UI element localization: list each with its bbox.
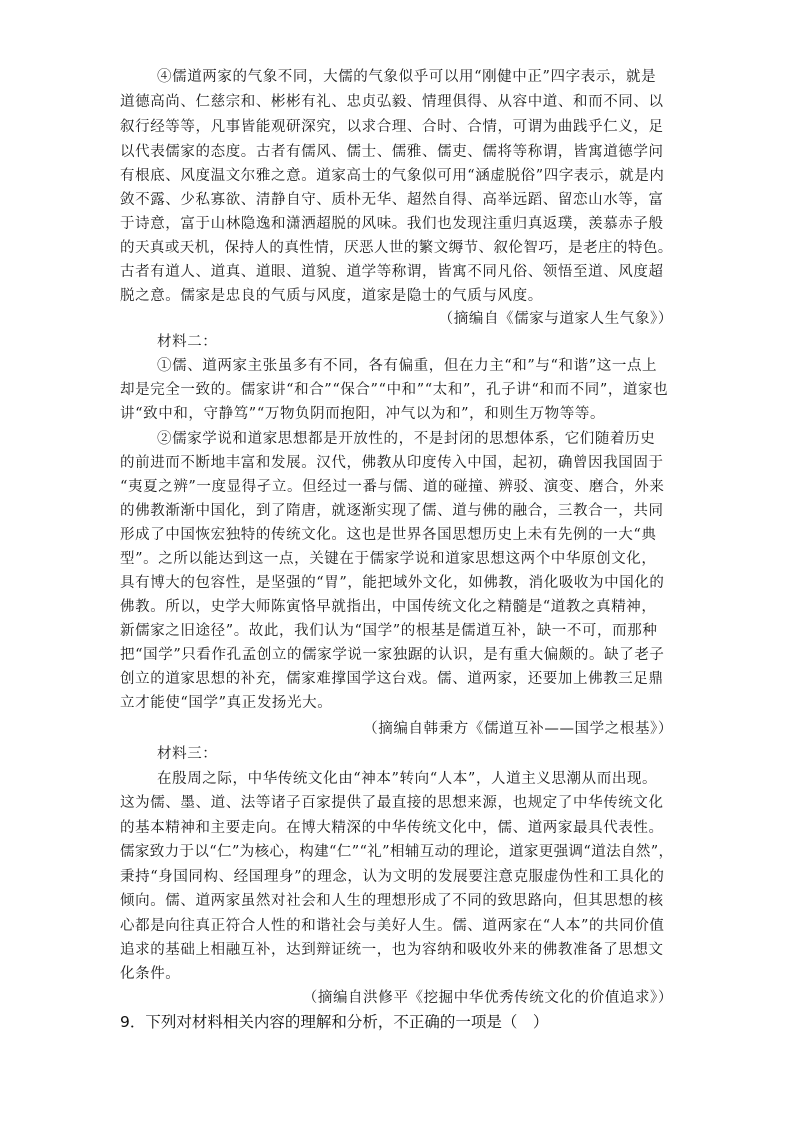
question-text: 9．下列对材料相关内容的理解和分析，不正确的一项是（ ） [120, 1013, 549, 1031]
section-heading: 材料三： [157, 746, 218, 762]
text-line: 化条件。 [120, 966, 181, 982]
text-line: 叙行经等等，凡事皆能观研深究，以求合理、合时、合情，可谓为曲践乎仁义，足 [120, 119, 664, 135]
text-line: 以代表儒家的态度。古者有儒风、儒士、儒雅、儒吏、儒将等称谓，皆寓道德学问 [120, 144, 664, 160]
text-line: 具有博大的包容性，是坚强的“胃”，能把域外文化，如佛教，消化吸收为中国化的 [120, 575, 665, 591]
text-line: 创立的道家思想的补充，儒家难撑国学这台戏。儒、道两家，还要加上佛教三足鼎 [120, 671, 664, 687]
text-line: 型”。之所以能达到这一点，关键在于儒家学说和道家思想这两个中华原创文化， [120, 551, 657, 567]
text-line: 把“国学”只看作孔孟创立的儒家学说一家独踞的认识，是有重大偏颇的。缺了老子 [120, 647, 665, 663]
text-line: ④儒道两家的气象不同，大儒的气象似乎可以用“刚健中正”四字表示，就是 [157, 69, 657, 85]
text-line: 的基本精神和主要走向。在博大精深的中华传统文化中，儒、道两家最具代表性。 [120, 820, 664, 836]
text-line: 秉持“身国同构、经国理身”的理念，认为文明的发展要注意克服虚伪性和工具化的 [120, 869, 665, 885]
text-line: 古者有道人、道真、道眼、道貌、道学等称谓，皆寓不同凡俗、领悟至道、风度超 [120, 264, 664, 280]
text-line: 倾向。儒、道两家虽然对社会和人生的理想形成了不同的致思路向，但其思想的核 [120, 893, 664, 909]
text-line: 儒家致力于以“仁”为核心，构建“仁”“礼”相辅互动的理论，道家更强调“道法自然”， [120, 844, 674, 860]
text-line: 的天真或天机，保持人的真性情，厌恶人世的繁文缛节、叙伦智巧，是老庄的特色。 [120, 240, 673, 256]
text-line: 于诗意，富于山林隐逸和潇洒超脱的风味。我们也发现注重归真返璞，羡慕赤子般 [120, 216, 664, 232]
text-line: “夷夏之辨”一度显得孑立。但经过一番与儒、道的碰撞、辨驳、演变、磨合，外来 [120, 479, 665, 495]
text-line: 形成了中国恢宏独特的传统文化。这也是世界各国思想历史上未有先例的一大“典 [120, 527, 657, 543]
text-line: 讲“致中和，守静笃”“万物负阴而抱阳，冲气以为和”，和则生万物等等。 [120, 406, 606, 422]
text-line: 佛教。所以，史学大师陈寅恪早就指出，中国传统文化之精髓是“道教之真精神， [120, 599, 657, 615]
text-line: ②儒家学说和道家思想都是开放性的，不是封闭的思想体系，它们随着历史 [157, 431, 656, 447]
text-line: 立才能使“国学”真正发扬光大。 [120, 695, 333, 711]
section-heading: 材料二： [157, 334, 218, 350]
source-citation: （摘编自洪修平《挖掘中华优秀传统文化的价值追求》） [302, 990, 673, 1006]
text-line: 却是完全一致的。儒家讲“和合”“保合”“中和”“太和”，孔子讲“和而不同”，道家也 [120, 382, 669, 398]
text-line: 这为儒、墨、道、法等诸子百家提供了最直接的思想来源，也规定了中华传统文化 [120, 795, 664, 811]
text-line: 追求的基础上相融互补，达到辩证统一，也为容纳和吸收外来的佛教准备了思想文 [120, 942, 664, 958]
text-line: 的佛教渐渐中国化，到了隋唐，就逐渐实现了儒、道与佛的融合，三教合一，共同 [120, 503, 664, 519]
text-line: 脱之意。儒家是忠良的气质与风度，道家是隐士的气质与风度。 [120, 288, 543, 304]
text-line: 心都是向往真正符合人性的和谐社会与美好人生。儒、道两家在“人本”的共同价值 [120, 918, 665, 934]
text-line: 有根底、风度温文尔雅之意。道家高士的气象似可用“涵虚脱俗”四字表示，就是内 [120, 168, 665, 184]
text-line: 新儒家之旧途径”。故此，我们认为“国学”的根基是儒道互补，缺一不可，而那种 [120, 623, 658, 639]
text-line: 在殷周之际，中华传统文化由“神本”转向“人本”，人道主义思潮从而出现。 [157, 771, 658, 787]
source-citation: （摘编自韩秉方《儒道互补——国学之根基》） [363, 721, 673, 737]
text-line: 敛不露、少私寡欲、清静自守、质朴无华、超然自得、高举远蹈、留恋山水等，富 [120, 192, 664, 208]
source-citation: （摘编自《儒家与道家人生气象》） [438, 311, 673, 327]
text-line: 道德高尚、仁慈宗和、彬彬有礼、忠贞弘毅、情理俱得、从容中道、和而不同、以 [120, 94, 664, 110]
text-line: 的前进而不断地丰富和发展。汉代，佛教从印度传入中国，起初，确曾因我国固于 [120, 455, 664, 471]
text-line: ①儒、道两家主张虽多有不同，各有偏重，但在力主“和”与“和谐”这一点上 [157, 358, 658, 374]
